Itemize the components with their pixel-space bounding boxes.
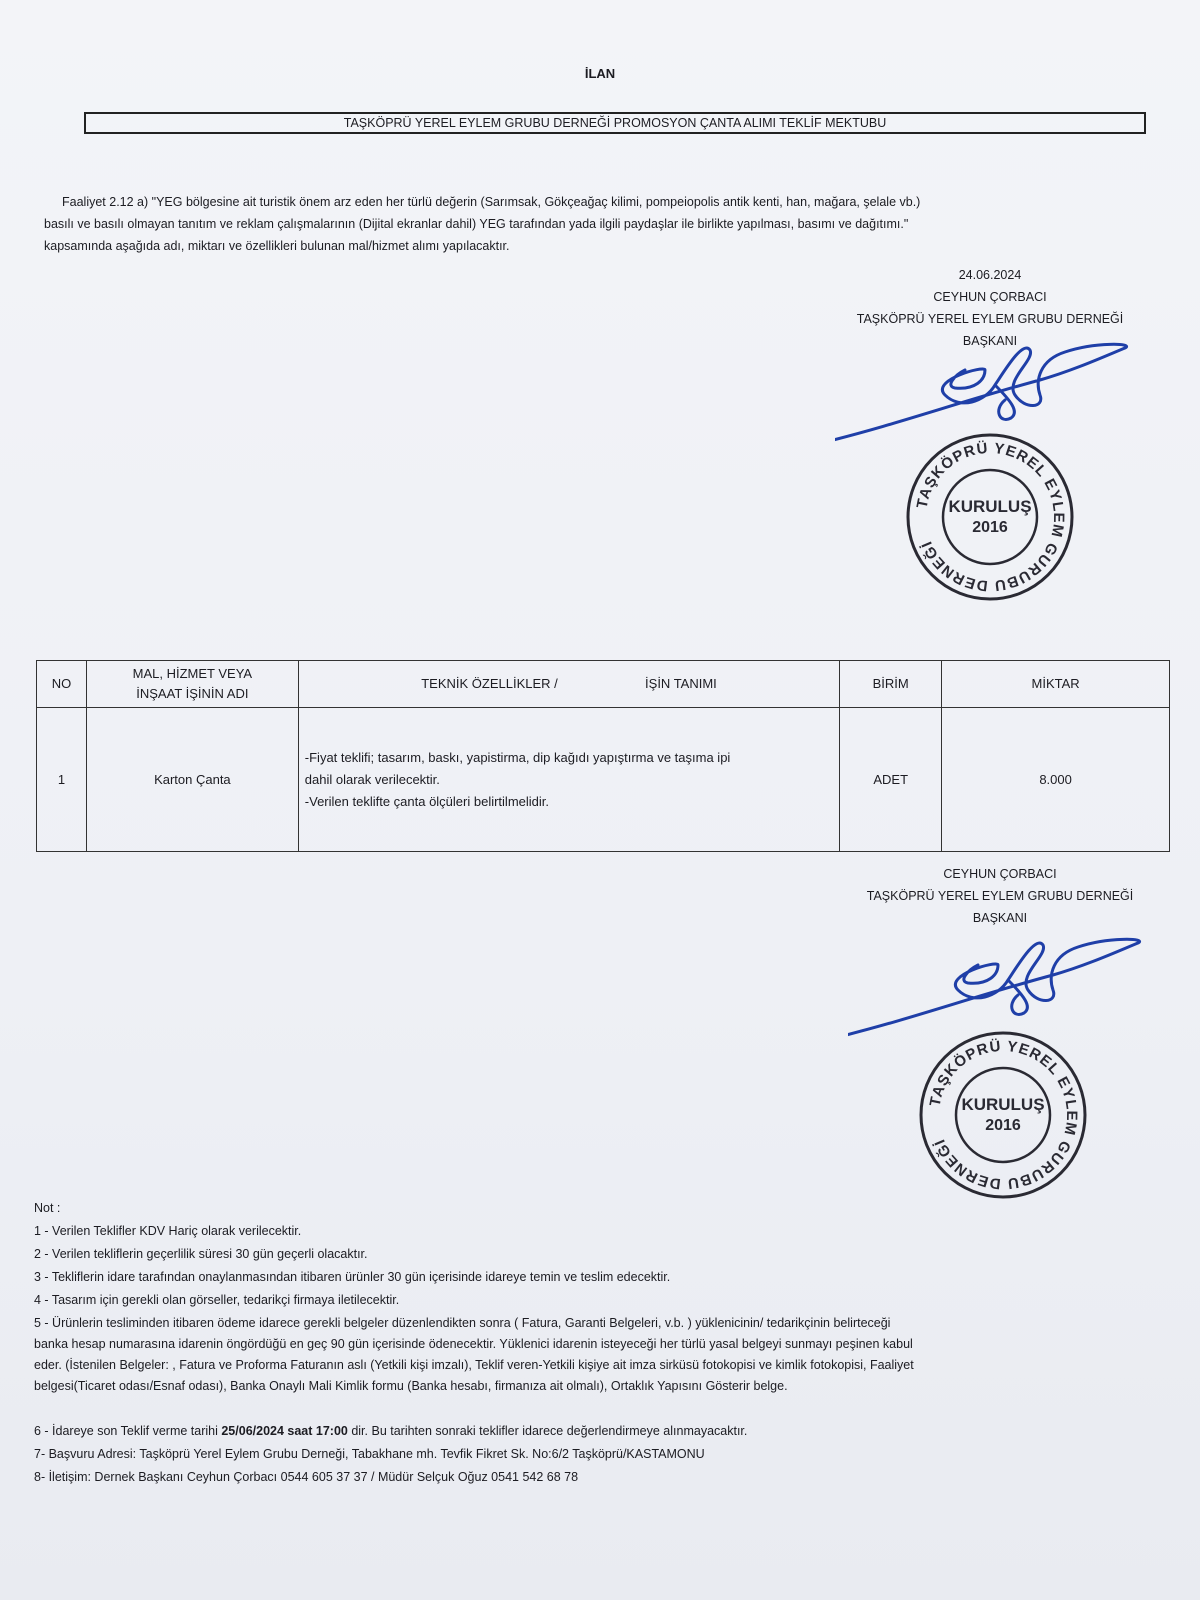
svg-text:TAŞKÖPRÜ YEREL EYLEM GURUBU DE <box>914 440 1067 594</box>
notes-heading: Not : <box>34 1201 61 1215</box>
note-6-deadline: 25/06/2024 saat 17:00 <box>221 1424 348 1438</box>
header-spec-b: İŞİN TANIMI <box>645 676 717 691</box>
note-6-post: dir. Bu tarihten sonraki teklifler idarece değerlendirmeye alınmayacaktır. <box>347 1424 748 1438</box>
row-qty: 8.000 <box>942 708 1170 852</box>
header-spec-a: TEKNİK ÖZELLİKLER / <box>421 676 558 691</box>
intro-line-1: Faaliyet 2.12 a) "YEG bölgesine ait turistik önem arz eden her türlü değerin (Sarımsak, Gökçeağaç kilimi, pompeiopolis antik kenti, han, mağara, şelale vb.) <box>62 195 921 209</box>
signatory-role: BAŞKANI <box>962 334 1018 348</box>
stamp-center-line2: 2016 <box>972 519 1008 536</box>
stamp-center-line1: KURULUŞ <box>948 497 1032 516</box>
note-5 <box>34 1313 1174 1397</box>
row-description <box>298 708 839 852</box>
note-5-line1: 5 - Ürünlerin tesliminden itibaren ödeme idarece gerekli belgeler düzenlendikten sonra ( Fatura, Garanti Belgeleri, v.b. ) yüklenicinin/ tedarikçinin belirteceği <box>34 1316 891 1330</box>
table-row <box>37 708 1170 852</box>
notes-section <box>34 1198 1174 1490</box>
handwritten-signature-bottom <box>848 935 1158 1045</box>
note-5-line2: banka hesap numarasına idarenin öngördüğü en geç 90 gün içerisinde ödenecektir. Yüklenici idarenin isteyeceği her türlü yasal belgeyi sunmayı peşinen kabul <box>34 1337 913 1351</box>
note-6 <box>34 1421 1174 1442</box>
handwritten-signature-top <box>835 340 1145 450</box>
intro-paragraph <box>44 191 1154 257</box>
row-item: Karton Çanta <box>86 708 298 852</box>
note-8: 8- İletişim: Dernek Başkanı Ceyhun Çorbacı 0544 605 37 37 / Müdür Selçuk Oğuz 0541 542 68 78 <box>34 1470 579 1484</box>
header-item-line1: MAL, HİZMET VEYA <box>132 666 253 681</box>
row-desc-line2: dahil olarak verilecektir. <box>304 771 440 787</box>
note-1: 1 - Verilen Teklifler KDV Hariç olarak verilecektir. <box>34 1224 302 1238</box>
row-unit: ADET <box>840 708 942 852</box>
signature-date: 24.06.2024 <box>958 268 1022 282</box>
signatory-name: CEYHUN ÇORBACI <box>943 867 1057 881</box>
signatory-role: BAŞKANI <box>972 911 1028 925</box>
note-4: 4 - Tasarım için gerekli olan görseller, tedarikçi firmaya iletilecektir. <box>34 1293 400 1307</box>
association-stamp-bottom <box>918 1030 1088 1200</box>
row-desc-line1: -Fiyat teklifi; tasarım, baskı, yapistirma, dip kağıdı yapıştırma ve taşıma ipi <box>304 749 731 765</box>
stamp-ring-text: TAŞKÖPRÜ YEREL EYLEM GURUBU DERNEĞİ <box>913 439 1068 595</box>
note-5-line3: eder. (İstenilen Belgeler: , Fatura ve Proforma Faturanın aslı (Yetkili kişi imzalı), Teklif veren-Yetkili kişiye ait imza sirküsü fotokopisi ve kimlik fotokopisi, Faaliyet <box>34 1358 914 1372</box>
header-qty: MİKTAR <box>942 661 1170 708</box>
header-unit: BİRİM <box>840 661 942 708</box>
signatory-org: TAŞKÖPRÜ YEREL EYLEM GRUBU DERNEĞİ <box>856 312 1124 326</box>
stamp-center-line1: KURULUŞ <box>961 1095 1045 1114</box>
stamp-ring-text: TAŞKÖPRÜ YEREL EYLEM GURUBU DERNEĞİ <box>926 1037 1081 1193</box>
association-stamp-top <box>905 432 1075 602</box>
table-header-row <box>37 661 1170 708</box>
page-title: İLAN <box>584 66 616 81</box>
header-item-line2: İNŞAAT İŞİNİN ADI <box>136 686 249 701</box>
header-item <box>86 661 298 708</box>
row-desc-line3: -Verilen teklifte çanta ölçüleri belirtilmelidir. <box>304 793 549 809</box>
items-table <box>36 660 1170 852</box>
note-5-line4: belgesi(Ticaret odası/Esnaf odası), Banka Onaylı Mali Kimlik formu (Banka hesabı, firmanıza ait olmalı), Ortaklık Yapısını Gösterir belge. <box>34 1379 788 1393</box>
note-7: 7- Başvuru Adresi: Taşköprü Yerel Eylem Grubu Derneği, Tabakhane mh. Tevfik Fikret Sk. No:6/2 Taşköprü/KASTAMONU <box>34 1447 705 1461</box>
stamp-center-line2: 2016 <box>985 1117 1021 1134</box>
header-spec <box>298 661 839 708</box>
intro-line-2: basılı ve basılı olmayan tanıtım ve reklam çalışmalarının (Dijital ekranlar dahil) YEG tarafından yada ilgili paydaşlar ile birlikte yapılması, basımı ve dağıtımı." <box>44 217 909 231</box>
row-no: 1 <box>37 708 87 852</box>
signatory-name: CEYHUN ÇORBACI <box>933 290 1047 304</box>
header-no: NO <box>37 661 87 708</box>
signatory-org: TAŞKÖPRÜ YEREL EYLEM GRUBU DERNEĞİ <box>866 889 1134 903</box>
signature-block-bottom <box>850 863 1150 929</box>
note-6-pre: 6 - İdareye son Teklif verme tarihi <box>34 1424 222 1438</box>
boxed-title: TAŞKÖPRÜ YEREL EYLEM GRUBU DERNEĞİ PROMOSYON ÇANTA ALIMI TEKLİF MEKTUBU <box>84 112 1146 134</box>
intro-line-3: kapsamında aşağıda adı, miktarı ve özellikleri bulunan mal/hizmet alımı yapılacaktır. <box>44 239 510 253</box>
note-3: 3 - Tekliflerin idare tarafından onaylanmasından itibaren ürünler 30 gün içerisinde idareye temin ve teslim edecektir. <box>34 1270 671 1284</box>
signature-block-top <box>840 264 1140 352</box>
note-2: 2 - Verilen tekliflerin geçerlilik süresi 30 gün geçerli olacaktır. <box>34 1247 368 1261</box>
svg-text:TAŞKÖPRÜ YEREL EYLEM GURUBU DE <box>927 1038 1080 1192</box>
